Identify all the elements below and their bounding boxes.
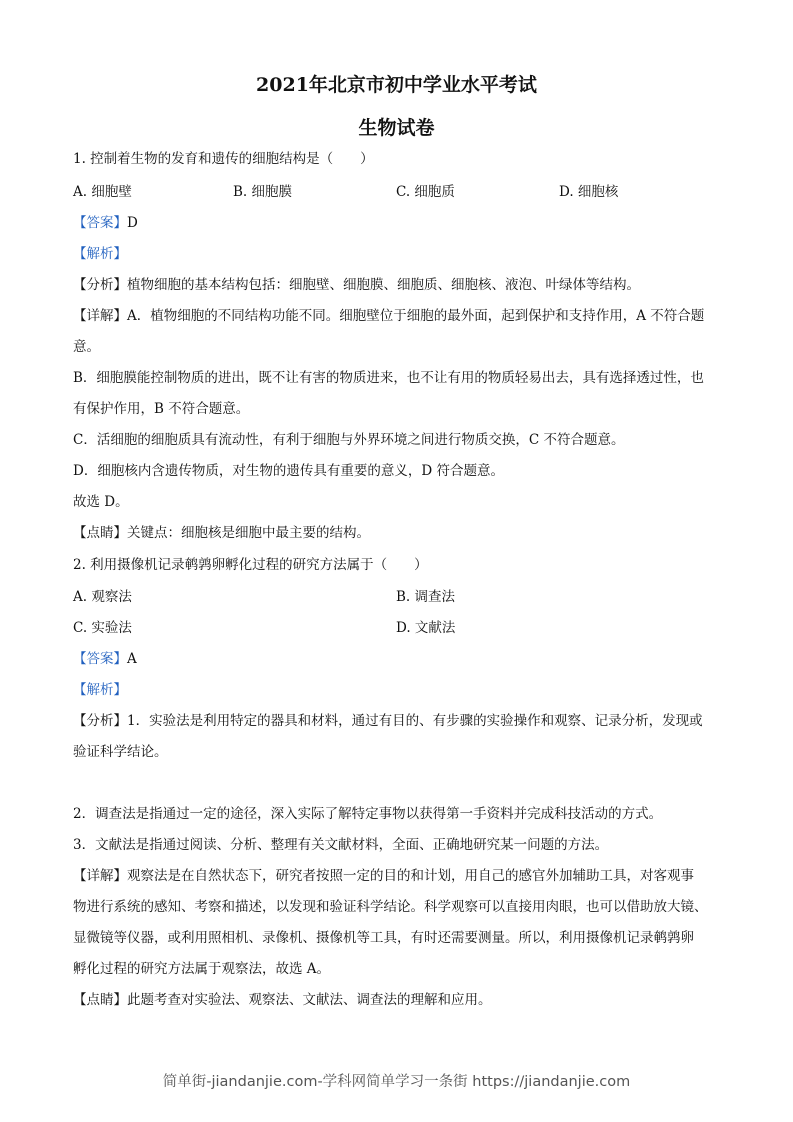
xiangjie-tag: 【详解】 bbox=[73, 868, 127, 884]
q2-option-a: A. 观察法 bbox=[73, 589, 132, 605]
dianjing-tag: 【点睛】 bbox=[73, 992, 127, 1008]
q2-option-c: C. 实验法 bbox=[73, 620, 132, 636]
q1-dianjing bbox=[73, 523, 370, 543]
answer-tag: 【答案】 bbox=[73, 215, 127, 231]
fenxi-tag: 【分析】 bbox=[73, 277, 127, 293]
site-footer-watermark: 简单街-jiandanjie.com-学科网简单学习一条街 https://jiandanjie.com bbox=[162, 1074, 631, 1090]
q2-dianjing bbox=[73, 990, 492, 1010]
fenxi-text: 植物细胞的基本结构包括：细胞壁、细胞膜、细胞质、细胞核、液泡、叶绿体等结构。 bbox=[127, 277, 640, 293]
q2-option-d: D. 文献法 bbox=[396, 620, 456, 636]
q2-option-b: B. 调查法 bbox=[396, 589, 456, 605]
q2-answer bbox=[73, 649, 137, 669]
q2-xiangjie-line3: 显微镜等仪器，或利用照相机、录像机、摄像机等工具，有时还需要测量。所以，利用摄像机记录鹌鹑卵 bbox=[73, 930, 694, 946]
q1-fenxi bbox=[73, 275, 640, 295]
q1-option-d: D. 细胞核 bbox=[559, 184, 619, 200]
q1-answer bbox=[73, 213, 138, 233]
answer-value: D bbox=[127, 215, 138, 231]
q1-option-b-explain-1: B．细胞膜能控制物质的进出，既不让有害的物质进来，也不让有用的物质轻易出去，具有选择透过性，也 bbox=[73, 370, 704, 386]
q1-option-c-explain: C．活细胞的细胞质具有流动性，有利于细胞与外界环境之间进行物质交换，C 不符合题意。 bbox=[73, 432, 625, 448]
q1-option-b-explain-2: 有保护作用，B 不符合题意。 bbox=[73, 401, 250, 417]
q2-point-3: 3．文献法是指通过阅读、分析、整理有关文献材料，全面、正确地研究某一问题的方法。 bbox=[73, 837, 609, 853]
q1-option-c: C. 细胞质 bbox=[396, 184, 455, 200]
q1-option-b: B. 细胞膜 bbox=[233, 184, 293, 200]
xiangjie-text: 观察法是在自然状态下，研究者按照一定的目的和计划，用自己的感官外加辅助工具，对客观事 bbox=[127, 868, 694, 884]
analysis-tag: 【解析】 bbox=[73, 682, 127, 698]
q2-fenxi-line1 bbox=[73, 711, 703, 731]
analysis-tag: 【解析】 bbox=[73, 246, 127, 262]
q1-xiangjie-line1 bbox=[73, 306, 704, 326]
q1-conclusion: 故选 D。 bbox=[73, 494, 129, 510]
exam-title: 2021年北京市初中学业水平考试 bbox=[256, 74, 537, 96]
dianjing-tag: 【点睛】 bbox=[73, 525, 127, 541]
q1-analysis-heading bbox=[73, 244, 127, 264]
q1-option-a: A. 细胞壁 bbox=[73, 184, 132, 200]
xiangjie-tag: 【详解】 bbox=[73, 308, 127, 324]
answer-tag: 【答案】 bbox=[73, 651, 127, 667]
q1-xiangjie-line2: 意。 bbox=[73, 339, 100, 355]
fenxi-text: 1．实验法是利用特定的器具和材料，通过有目的、有步骤的实验操作和观察、记录分析，发现或 bbox=[127, 713, 703, 729]
q2-analysis-heading bbox=[73, 680, 127, 700]
q2-xiangjie-line1 bbox=[73, 866, 694, 886]
fenxi-tag: 【分析】 bbox=[73, 713, 127, 729]
answer-value: A bbox=[127, 651, 137, 667]
q1-stem: 1. 控制着生物的发育和遗传的细胞结构是（ ） bbox=[73, 151, 374, 167]
xiangjie-text: A．植物细胞的不同结构功能不同。细胞壁位于细胞的最外面，起到保护和支持作用，A 不符合题 bbox=[127, 308, 705, 324]
q1-option-d-explain: D．细胞核内含遗传物质，对生物的遗传具有重要的意义，D 符合题意。 bbox=[73, 463, 504, 479]
q2-xiangjie-line2: 物进行系统的感知、考察和描述，以发现和验证科学结论。科学观察可以直接用肉眼，也可以借助放大镜、 bbox=[73, 899, 708, 915]
q2-xiangjie-line4: 孵化过程的研究方法属于观察法，故选 A。 bbox=[73, 961, 331, 977]
q2-fenxi-line2: 验证科学结论。 bbox=[73, 744, 168, 760]
exam-subtitle: 生物试卷 bbox=[358, 117, 435, 139]
q2-stem: 2. 利用摄像机记录鹌鹑卵孵化过程的研究方法属于（ ） bbox=[73, 557, 428, 573]
dianjing-text: 此题考查对实验法、观察法、文献法、调查法的理解和应用。 bbox=[127, 992, 492, 1008]
dianjing-text: 关键点：细胞核是细胞中最主要的结构。 bbox=[127, 525, 370, 541]
q2-point-2: 2．调查法是指通过一定的途径，深入实际了解特定事物以获得第一手资料并完成科技活动的方式。 bbox=[73, 806, 663, 822]
